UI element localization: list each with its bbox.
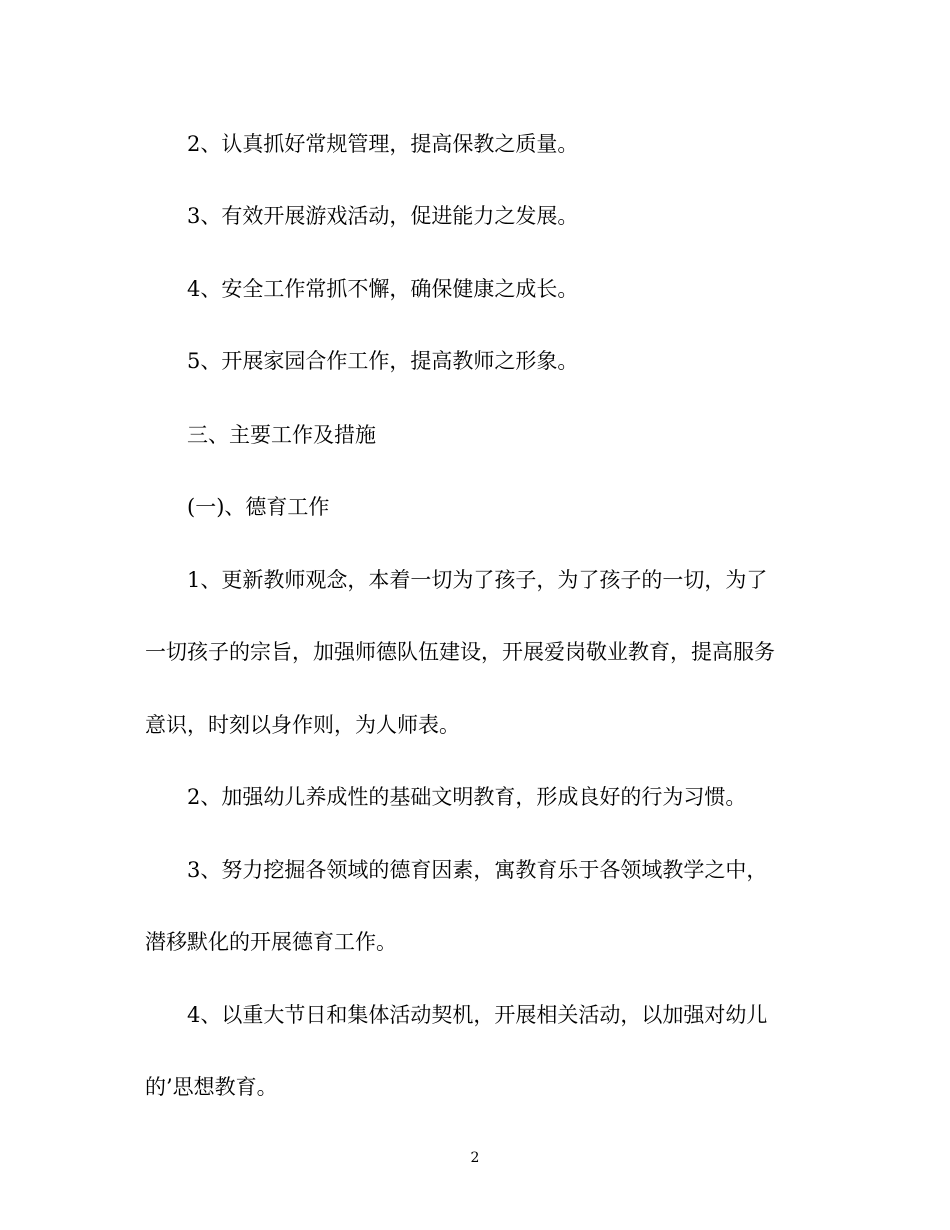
text-line: 4、以重大节日和集体活动契机，开展相关活动，以加强对幼儿	[187, 1003, 768, 1027]
section-heading: 三、主要工作及措施	[187, 423, 376, 447]
text-line: 3、有效开展游戏活动，促进能力之发展。	[187, 204, 579, 228]
text-line: 2、加强幼儿养成性的基础文明教育，形成良好的行为习惯。	[187, 785, 747, 809]
text-line: 潜移默化的开展德育工作。	[145, 930, 397, 954]
subsection-heading: (一)、德育工作	[187, 495, 330, 519]
text-line: 5、开展家园合作工作，提高教师之形象。	[187, 349, 579, 373]
text-line: 3、努力挖掘各领域的德育因素，寓教育乐于各领域教学之中，	[187, 858, 768, 882]
text-line: 1、更新教师观念，本着一切为了孩子，为了孩子的一切，为了	[187, 568, 768, 592]
text-line: 意识，时刻以身作则，为人师表。	[145, 713, 460, 737]
text-line: 2、认真抓好常规管理，提高保教之质量。	[187, 132, 579, 156]
page-number: 2	[470, 1150, 480, 1166]
text-line: 一切孩子的宗旨，加强师德队伍建设，开展爱岗敬业教育，提高服务	[145, 640, 775, 664]
text-line: 4、安全工作常抓不懈，确保健康之成长。	[187, 277, 579, 301]
text-line: 的’思想教育。	[145, 1075, 278, 1099]
